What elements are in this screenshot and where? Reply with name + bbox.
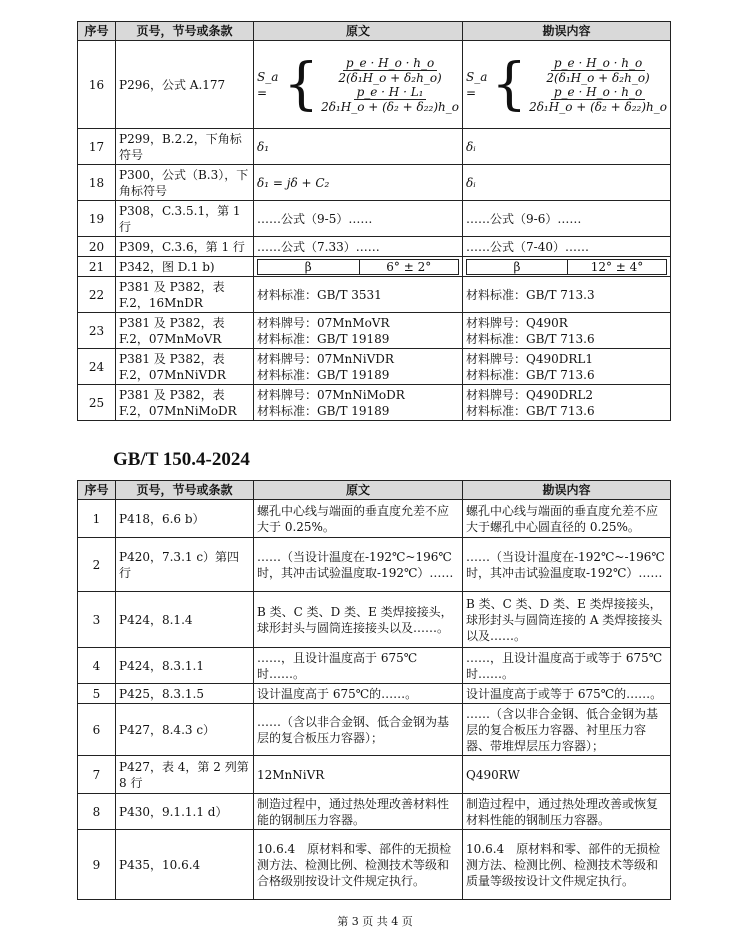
row-no: 2	[78, 538, 116, 592]
table-row	[78, 830, 671, 900]
row-location: P300，公式（B.3），下角标符号	[116, 165, 254, 201]
header-no: 序号	[78, 22, 116, 41]
row-original: δ₁	[254, 129, 463, 165]
row-correction: ……（含以非合金钢、低合金钢为基层的复合板压力容器、衬里压力容器、带堆焊层压力容器）；	[463, 704, 671, 756]
row-correction-formula	[463, 41, 671, 129]
row-no: 18	[78, 165, 116, 201]
material-standard: 材料标准：GB/T 19189	[257, 331, 390, 346]
row-original: ……公式（9-5）……	[254, 201, 463, 237]
fraction-denominator: 2(δ₁H_o + δ₂h_o)	[338, 70, 442, 85]
header-location: 页号，节号或条款	[116, 481, 254, 500]
row-no: 4	[78, 648, 116, 684]
row-correction	[463, 349, 671, 385]
table-row	[78, 237, 671, 257]
fraction-numerator: p_e · H_o · h_o	[551, 56, 645, 71]
header-original: 原文	[254, 481, 463, 500]
table-row	[78, 277, 671, 313]
brace-icon: {	[283, 51, 320, 117]
row-location: P308，C.3.5.1，第 1 行	[116, 201, 254, 237]
table-row	[78, 313, 671, 349]
header-no: 序号	[78, 481, 116, 500]
row-no: 16	[78, 41, 116, 129]
row-correction	[463, 313, 671, 349]
header-location: 页号，节号或条款	[116, 22, 254, 41]
material-grade: 材料牌号：07MnNiVDR	[257, 351, 394, 366]
row-original: 12MnNiVR	[254, 756, 463, 794]
row-original	[254, 349, 463, 385]
row-location: P381 及 P382，表 F.2，16MnDR	[116, 277, 254, 313]
row-no: 17	[78, 129, 116, 165]
header-original: 原文	[254, 22, 463, 41]
row-correction	[463, 385, 671, 421]
row-no: 9	[78, 830, 116, 900]
row-original: δ₁ = jδ + C₂	[254, 165, 463, 201]
angle-symbol: β	[258, 259, 360, 274]
material-grade: 材料牌号：Q490DRL2	[466, 387, 594, 402]
material-standard: 材料标准：GB/T 19189	[257, 403, 390, 418]
row-correction: δᵢ	[463, 165, 671, 201]
row-original	[254, 313, 463, 349]
row-location: P342，图 D.1 b)	[116, 257, 254, 277]
row-no: 3	[78, 592, 116, 648]
row-original: ……公式（7.33）……	[254, 237, 463, 257]
row-original: ……（含以非合金钢、低合金钢为基层的复合板压力容器）；	[254, 704, 463, 756]
fraction-denominator: 2(δ₁H_o + δ₂h_o)	[546, 70, 650, 85]
row-location: P427，8.4.3 c）	[116, 704, 254, 756]
row-location: P420，7.3.1 c）第四行	[116, 538, 254, 592]
fraction-numerator: p_e · H_o · h_o	[551, 85, 645, 100]
brace-icon: {	[491, 51, 528, 117]
material-standard: 材料标准：GB/T 713.6	[466, 331, 595, 346]
table-row	[78, 165, 671, 201]
row-original: B 类、C 类、D 类、E 类焊接接头，球形封头与圆筒连接接头以及……。	[254, 592, 463, 648]
table-header-row	[78, 481, 671, 500]
row-no: 21	[78, 257, 116, 277]
row-original	[254, 257, 463, 277]
row-location: P430，9.1.1.1 d）	[116, 794, 254, 830]
section-title: GB/T 150.4-2024	[113, 449, 250, 470]
table-row	[78, 704, 671, 756]
row-correction: δᵢ	[463, 129, 671, 165]
row-location: P427，表 4，第 2 列第 8 行	[116, 756, 254, 794]
material-grade: 材料牌号：07MnNiMoDR	[257, 387, 405, 402]
row-original: 材料标准：GB/T 3531	[254, 277, 463, 313]
fraction-denominator: 2δ₁H_o + (δ₂ + δ₂₂)h_o	[321, 99, 459, 114]
row-correction: ……公式（9-6）……	[463, 201, 671, 237]
row-no: 24	[78, 349, 116, 385]
table-row	[78, 129, 671, 165]
row-location: P435，10.6.4	[116, 830, 254, 900]
row-location: P424，8.3.1.1	[116, 648, 254, 684]
table-row	[78, 684, 671, 704]
row-location: P299，B.2.2，下角标符号	[116, 129, 254, 165]
table-row	[78, 538, 671, 592]
formula-lhs: S_a =	[466, 69, 488, 100]
row-no: 23	[78, 313, 116, 349]
row-correction: 制造过程中，通过热处理改善或恢复材料性能的钢制压力容器。	[463, 794, 671, 830]
row-correction: 设计温度高于或等于 675℃的……。	[463, 684, 671, 704]
row-original: ……，且设计温度高于 675℃时……。	[254, 648, 463, 684]
angle-value: 6° ± 2°	[359, 259, 459, 274]
row-original: ……（当设计温度在-192℃~196℃时，其冲击试验温度取-192℃）……	[254, 538, 463, 592]
row-correction	[463, 257, 671, 277]
errata-table-2	[77, 480, 671, 900]
row-original: 制造过程中，通过热处理改善材料性能的钢制压力容器。	[254, 794, 463, 830]
row-original-formula	[254, 41, 463, 129]
fraction-numerator: p_e · H_o · h_o	[343, 56, 437, 71]
angle-table	[466, 259, 667, 275]
row-no: 6	[78, 704, 116, 756]
row-no: 5	[78, 684, 116, 704]
row-location: P425，8.3.1.5	[116, 684, 254, 704]
row-no: 7	[78, 756, 116, 794]
fraction-denominator: 2δ₁H_o + (δ₂ + δ₂₂)h_o	[529, 99, 667, 114]
row-location: P381 及 P382，表 F.2，07MnNiVDR	[116, 349, 254, 385]
table-header-row	[78, 22, 671, 41]
row-location: P309，C.3.6，第 1 行	[116, 237, 254, 257]
row-location: P381 及 P382，表 F.2，07MnNiMoDR	[116, 385, 254, 421]
table-row	[78, 592, 671, 648]
row-correction: 材料标准：GB/T 713.3	[463, 277, 671, 313]
table-row	[78, 349, 671, 385]
formula-lhs: S_a =	[257, 69, 279, 100]
row-correction: 螺孔中心线与端面的垂直度允差不应大于螺孔中心圆直径的 0.25%。	[463, 500, 671, 538]
errata-table-1	[77, 21, 671, 421]
angle-symbol: β	[467, 259, 568, 274]
row-no: 1	[78, 500, 116, 538]
row-correction: Q490RW	[463, 756, 671, 794]
material-standard: 材料标准：GB/T 713.6	[466, 367, 595, 382]
row-no: 25	[78, 385, 116, 421]
material-grade: 材料牌号：07MnMoVR	[257, 315, 390, 330]
row-correction: ……，且设计温度高于或等于 675℃时……。	[463, 648, 671, 684]
material-standard: 材料标准：GB/T 713.6	[466, 403, 595, 418]
fraction-numerator: p_e · H · L₁	[354, 85, 427, 100]
row-correction: ……公式（7-40）……	[463, 237, 671, 257]
row-correction: 10.6.4 原材料和零、部件的无损检测方法、检测比例、检测技术等级和质量等级按设计文件规定执行。	[463, 830, 671, 900]
table-row	[78, 500, 671, 538]
row-correction: ……（当设计温度在-192℃~-196℃时，其冲击试验温度取-192℃）……	[463, 538, 671, 592]
row-no: 8	[78, 794, 116, 830]
table-row	[78, 794, 671, 830]
table-row	[78, 257, 671, 277]
material-grade: 材料牌号：Q490R	[466, 315, 568, 330]
row-original	[254, 385, 463, 421]
row-original: 螺孔中心线与端面的垂直度允差不应大于 0.25%。	[254, 500, 463, 538]
row-correction: B 类、C 类、D 类、E 类焊接接头，球形封头与圆筒连接的 A 类焊接接头以及……。	[463, 592, 671, 648]
material-grade: 材料牌号：Q490DRL1	[466, 351, 594, 366]
row-location: P424，8.1.4	[116, 592, 254, 648]
angle-table	[257, 259, 459, 275]
row-no: 22	[78, 277, 116, 313]
row-no: 20	[78, 237, 116, 257]
table-row	[78, 41, 671, 129]
table-row	[78, 756, 671, 794]
material-standard: 材料标准：GB/T 19189	[257, 367, 390, 382]
table-row	[78, 648, 671, 684]
row-location: P418，6.6 b）	[116, 500, 254, 538]
row-location: P296，公式 A.177	[116, 41, 254, 129]
table-row	[78, 201, 671, 237]
angle-value: 12° ± 4°	[568, 259, 667, 274]
table-row	[78, 385, 671, 421]
row-location: P381 及 P382，表 F.2，07MnMoVR	[116, 313, 254, 349]
row-original: 设计温度高于 675℃的……。	[254, 684, 463, 704]
page-footer: 第 3 页 共 4 页	[337, 915, 413, 928]
header-correction: 勘误内容	[463, 22, 671, 41]
row-original: 10.6.4 原材料和零、部件的无损检测方法、检测比例、检测技术等级和合格级别按设计文件规定执行。	[254, 830, 463, 900]
header-correction: 勘误内容	[463, 481, 671, 500]
row-no: 19	[78, 201, 116, 237]
